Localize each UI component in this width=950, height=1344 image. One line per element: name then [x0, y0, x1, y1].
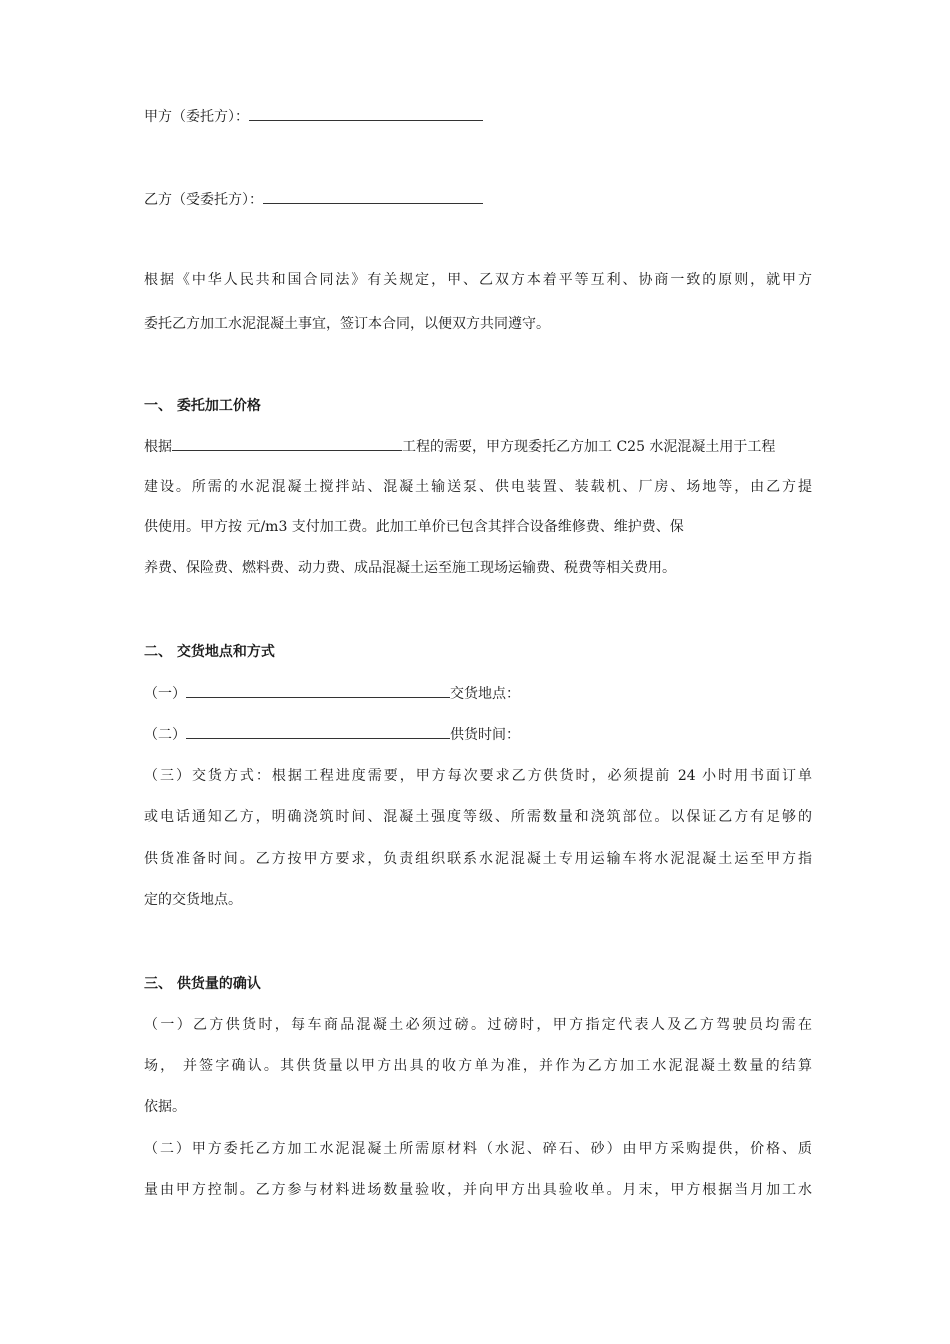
party-b-line	[144, 189, 483, 210]
project-name-blank[interactable]	[172, 436, 402, 451]
delivery-location-blank[interactable]	[186, 683, 450, 698]
section1-line1-prefix: 根据	[144, 439, 172, 455]
party-a-line	[144, 106, 483, 127]
party-b-label: 乙方（受委托方）：	[144, 192, 263, 208]
section2-item2-prefix: （二）	[144, 727, 186, 743]
section3-item1-line-1: （一）乙方供货时，每车商品混凝土必须过磅。过磅时，甲方指定代表人及乙方驾驶员均需在	[144, 1017, 812, 1033]
section2-item3-line-1: （三）交货方式：根据工程进度需要，甲方每次要求乙方供货时，必须提前 24 小时用书面订单	[144, 768, 812, 784]
section2-item3-line-4: 定的交货地点。	[144, 892, 242, 908]
section2-item3-line-3: 供货准备时间。乙方按甲方要求，负责组织联系水泥混凝土专用运输车将水泥混凝土运至甲方指	[144, 851, 812, 867]
party-b-blank[interactable]	[263, 189, 483, 204]
party-a-blank[interactable]	[249, 106, 483, 121]
party-a-label: 甲方（委托方）：	[144, 109, 249, 125]
section3-item2-line-2: 量由甲方控制。乙方参与材料进场数量验收，并向甲方出具验收单。月末，甲方根据当月加工水	[144, 1182, 812, 1198]
preamble-line-2: 委托乙方加工水泥混凝土事宜，签订本合同，以便双方共同遵守。	[144, 316, 550, 332]
section1-line-1	[144, 436, 775, 457]
section2-item3-line-2: 或电话通知乙方，明确浇筑时间、混凝土强度等级、所需数量和浇筑部位。以保证乙方有足够的	[144, 809, 812, 825]
section2-item2-suffix: 供货时间：	[450, 727, 520, 743]
section2-item-1	[144, 683, 520, 704]
section1-heading: 一、 委托加工价格	[144, 398, 261, 414]
section1-line-2: 建设。所需的水泥混凝土搅拌站、混凝土输送泵、供电装置、装载机、厂房、场地等，由乙方提	[144, 479, 812, 495]
section3-heading: 三、 供货量的确认	[144, 976, 261, 992]
section3-item1-line-2: 场， 并签字确认。其供货量以甲方出具的收方单为准，并作为乙方加工水泥混凝土数量的结算	[144, 1058, 812, 1074]
section1-line1-suffix: 工程的需要，甲方现委托乙方加工 C25 水泥混凝土用于工程	[402, 439, 776, 455]
preamble-line-1: 根据《中华人民共和国合同法》有关规定，甲、乙双方本着平等互利、协商一致的原则，就甲方	[144, 272, 812, 288]
section1-line-3: 供使用。甲方按 元/m3 支付加工费。此加工单价已包含其拌合设备维修费、维护费、保	[144, 519, 684, 535]
section1-line-4: 养费、保险费、燃料费、动力费、成品混凝土运至施工现场运输费、税费等相关费用。	[144, 560, 676, 576]
section2-heading: 二、 交货地点和方式	[144, 644, 275, 660]
section2-item1-suffix: 交货地点：	[450, 686, 520, 702]
section2-item-2	[144, 724, 520, 745]
section3-item1-line-3: 依据。	[144, 1099, 186, 1115]
supply-time-blank[interactable]	[186, 724, 450, 739]
section2-item1-prefix: （一）	[144, 686, 186, 702]
section3-item2-line-1: （二）甲方委托乙方加工水泥混凝土所需原材料（水泥、碎石、砂）由甲方采购提供，价格、质	[144, 1141, 812, 1157]
